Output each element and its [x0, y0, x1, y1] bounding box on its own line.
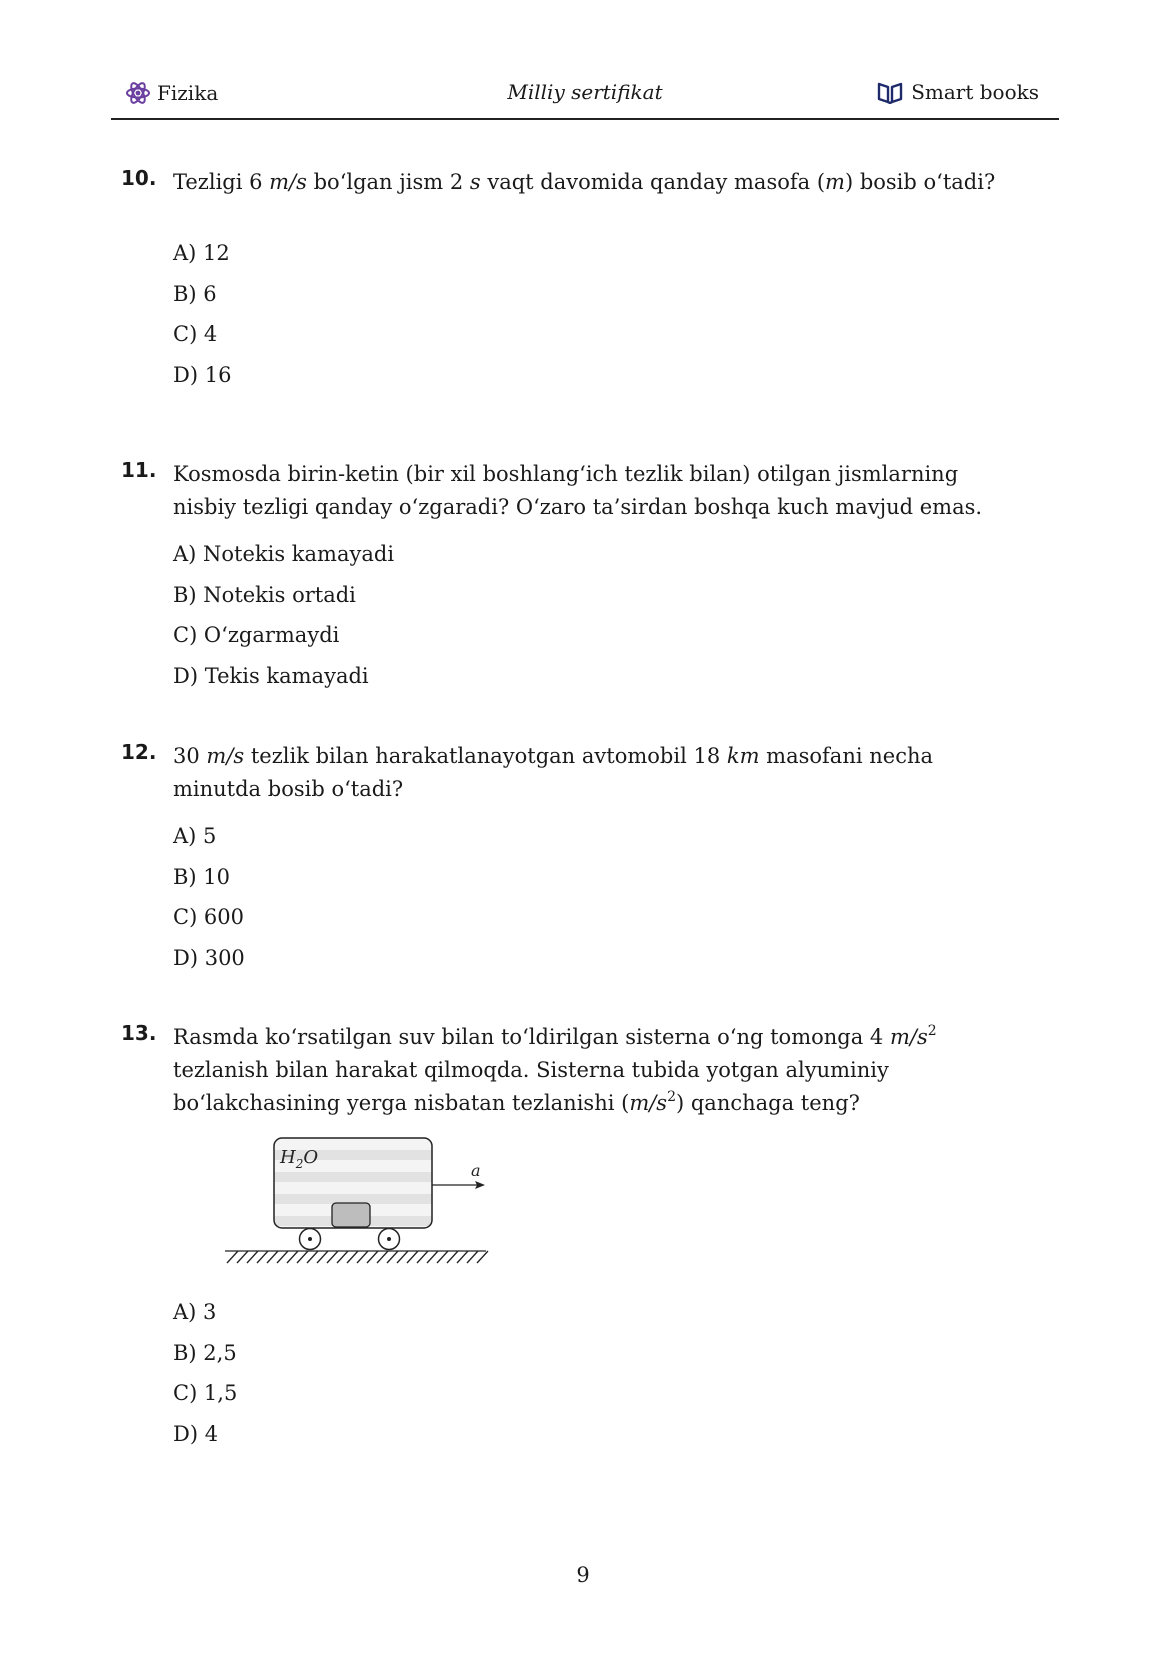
text-segment: Tezligi 6 — [173, 170, 270, 194]
option-d[interactable]: D) 16 — [173, 362, 232, 387]
option-c[interactable]: C) 1,5 — [173, 1381, 238, 1405]
hatch-line — [377, 1251, 388, 1263]
header-subject-label: Fizika — [157, 81, 219, 105]
hatch-line — [257, 1251, 268, 1263]
aluminium-piece — [332, 1203, 370, 1227]
answer-options — [173, 538, 1021, 700]
hatch-line — [307, 1251, 318, 1263]
question-number: 11. — [121, 458, 157, 482]
option-d[interactable]: D) 300 — [173, 945, 245, 970]
text-segment: Rasmda ko‘rsatilgan suv bilan to‘ldirilgan sisterna o‘ng tomonga 4 — [173, 1025, 890, 1049]
tank-figure — [221, 1132, 1021, 1276]
hatch-line — [477, 1251, 488, 1263]
question-13 — [121, 1021, 1021, 1458]
open-book-icon — [877, 80, 903, 104]
hatch-line — [237, 1251, 248, 1263]
hatch-line — [267, 1251, 278, 1263]
hatch-line — [227, 1251, 238, 1263]
question-11 — [121, 458, 1021, 700]
hatch-line — [327, 1251, 338, 1263]
question-text — [173, 1021, 1021, 1120]
ground-hatch — [225, 1251, 488, 1263]
page-number: 9 — [576, 1563, 590, 1587]
option-b[interactable]: B) 10 — [173, 864, 231, 889]
hatch-line — [447, 1251, 458, 1263]
hatch-line — [427, 1251, 438, 1263]
hatch-line — [277, 1251, 288, 1263]
arrow-label: a — [471, 1161, 481, 1180]
option-a[interactable]: A) Notekis kamayadi — [173, 542, 395, 566]
option-b[interactable]: B) 6 — [173, 281, 217, 306]
math-text: m/s — [629, 1091, 668, 1115]
question-text — [173, 166, 1021, 199]
hatch-line — [387, 1251, 398, 1263]
question-number: 10. — [121, 166, 157, 190]
hatch-line — [437, 1251, 448, 1263]
header-brand — [877, 80, 1039, 104]
answer-options — [173, 820, 1021, 982]
header-title: Milliy sertifikat — [507, 80, 663, 104]
hatch-line — [367, 1251, 378, 1263]
hatch-line — [287, 1251, 298, 1263]
option-a[interactable]: A) 12 — [173, 241, 230, 265]
text-segment: 30 — [173, 744, 207, 768]
text-segment: Kosmosda birin-ketin (bir xil boshlang‘ich tezlik bilan) otilgan jismlarning nisbiy tezligi qanday o‘zgaradi? O‘zaro ta’sirdan boshqa kuch mavjud emas. — [173, 462, 983, 519]
option-d[interactable]: D) 4 — [173, 1421, 219, 1446]
hatch-line — [337, 1251, 348, 1263]
superscript: 2 — [667, 1089, 676, 1105]
acceleration-arrow — [432, 1161, 485, 1189]
hatch-line — [347, 1251, 358, 1263]
option-c[interactable]: C) 600 — [173, 905, 245, 929]
page-header — [111, 76, 1059, 120]
header-brand-label: Smart books — [911, 80, 1039, 104]
option-c[interactable]: C) 4 — [173, 322, 218, 346]
hatch-line — [247, 1251, 258, 1263]
hatch-line — [357, 1251, 368, 1263]
wheel-left — [300, 1229, 321, 1250]
tank-label: $H_2O$ — [280, 1147, 319, 1171]
hatch-line — [407, 1251, 418, 1263]
option-b[interactable]: B) Notekis ortadi — [173, 582, 356, 607]
wheel-right — [379, 1229, 400, 1250]
math-text: km — [726, 744, 760, 768]
question-text — [173, 458, 1021, 524]
text-segment: ) bosib o‘tadi? — [844, 170, 996, 194]
option-a[interactable]: A) 3 — [173, 1300, 217, 1324]
math-text: m/s — [269, 170, 307, 194]
text-segment: tezlanish bilan harakat qilmoqda. Sisterna tubida yotgan alyuminiy bo‘lakchasining yerga nisbatan tezlanishi ( — [173, 1058, 889, 1115]
answer-options — [173, 1296, 1021, 1458]
math-text: m/s — [889, 1025, 928, 1049]
superscript: 2 — [927, 1023, 937, 1039]
question-10 — [121, 166, 1021, 399]
text-segment: vaqt davomida qanday masofa ( — [480, 170, 826, 194]
answer-options — [173, 237, 1021, 399]
text-segment: tezlik bilan harakatlanayotgan avtomobil 18 — [244, 744, 727, 768]
hatch-line — [317, 1251, 328, 1263]
math-text: s — [469, 170, 481, 194]
hatch-line — [457, 1251, 468, 1263]
question-number: 13. — [121, 1021, 157, 1045]
text-segment: ) qanchaga teng? — [676, 1091, 860, 1115]
text-segment: masofani necha minutda bosib o‘tadi? — [173, 744, 933, 801]
hatch-line — [467, 1251, 478, 1263]
question-number: 12. — [121, 740, 157, 764]
math-text: m/s — [206, 744, 245, 768]
question-text — [173, 740, 1021, 806]
question-12 — [121, 740, 1021, 982]
option-a[interactable]: A) 5 — [173, 824, 217, 848]
text-segment: bo‘lgan jism 2 — [306, 170, 470, 194]
hatch-line — [297, 1251, 308, 1263]
option-d[interactable]: D) Tekis kamayadi — [173, 663, 369, 688]
math-text: m — [825, 170, 845, 194]
option-b[interactable]: B) 2,5 — [173, 1340, 237, 1365]
hatch-line — [397, 1251, 408, 1263]
hatch-line — [417, 1251, 428, 1263]
option-c[interactable]: C) O‘zgarmaydi — [173, 623, 340, 647]
